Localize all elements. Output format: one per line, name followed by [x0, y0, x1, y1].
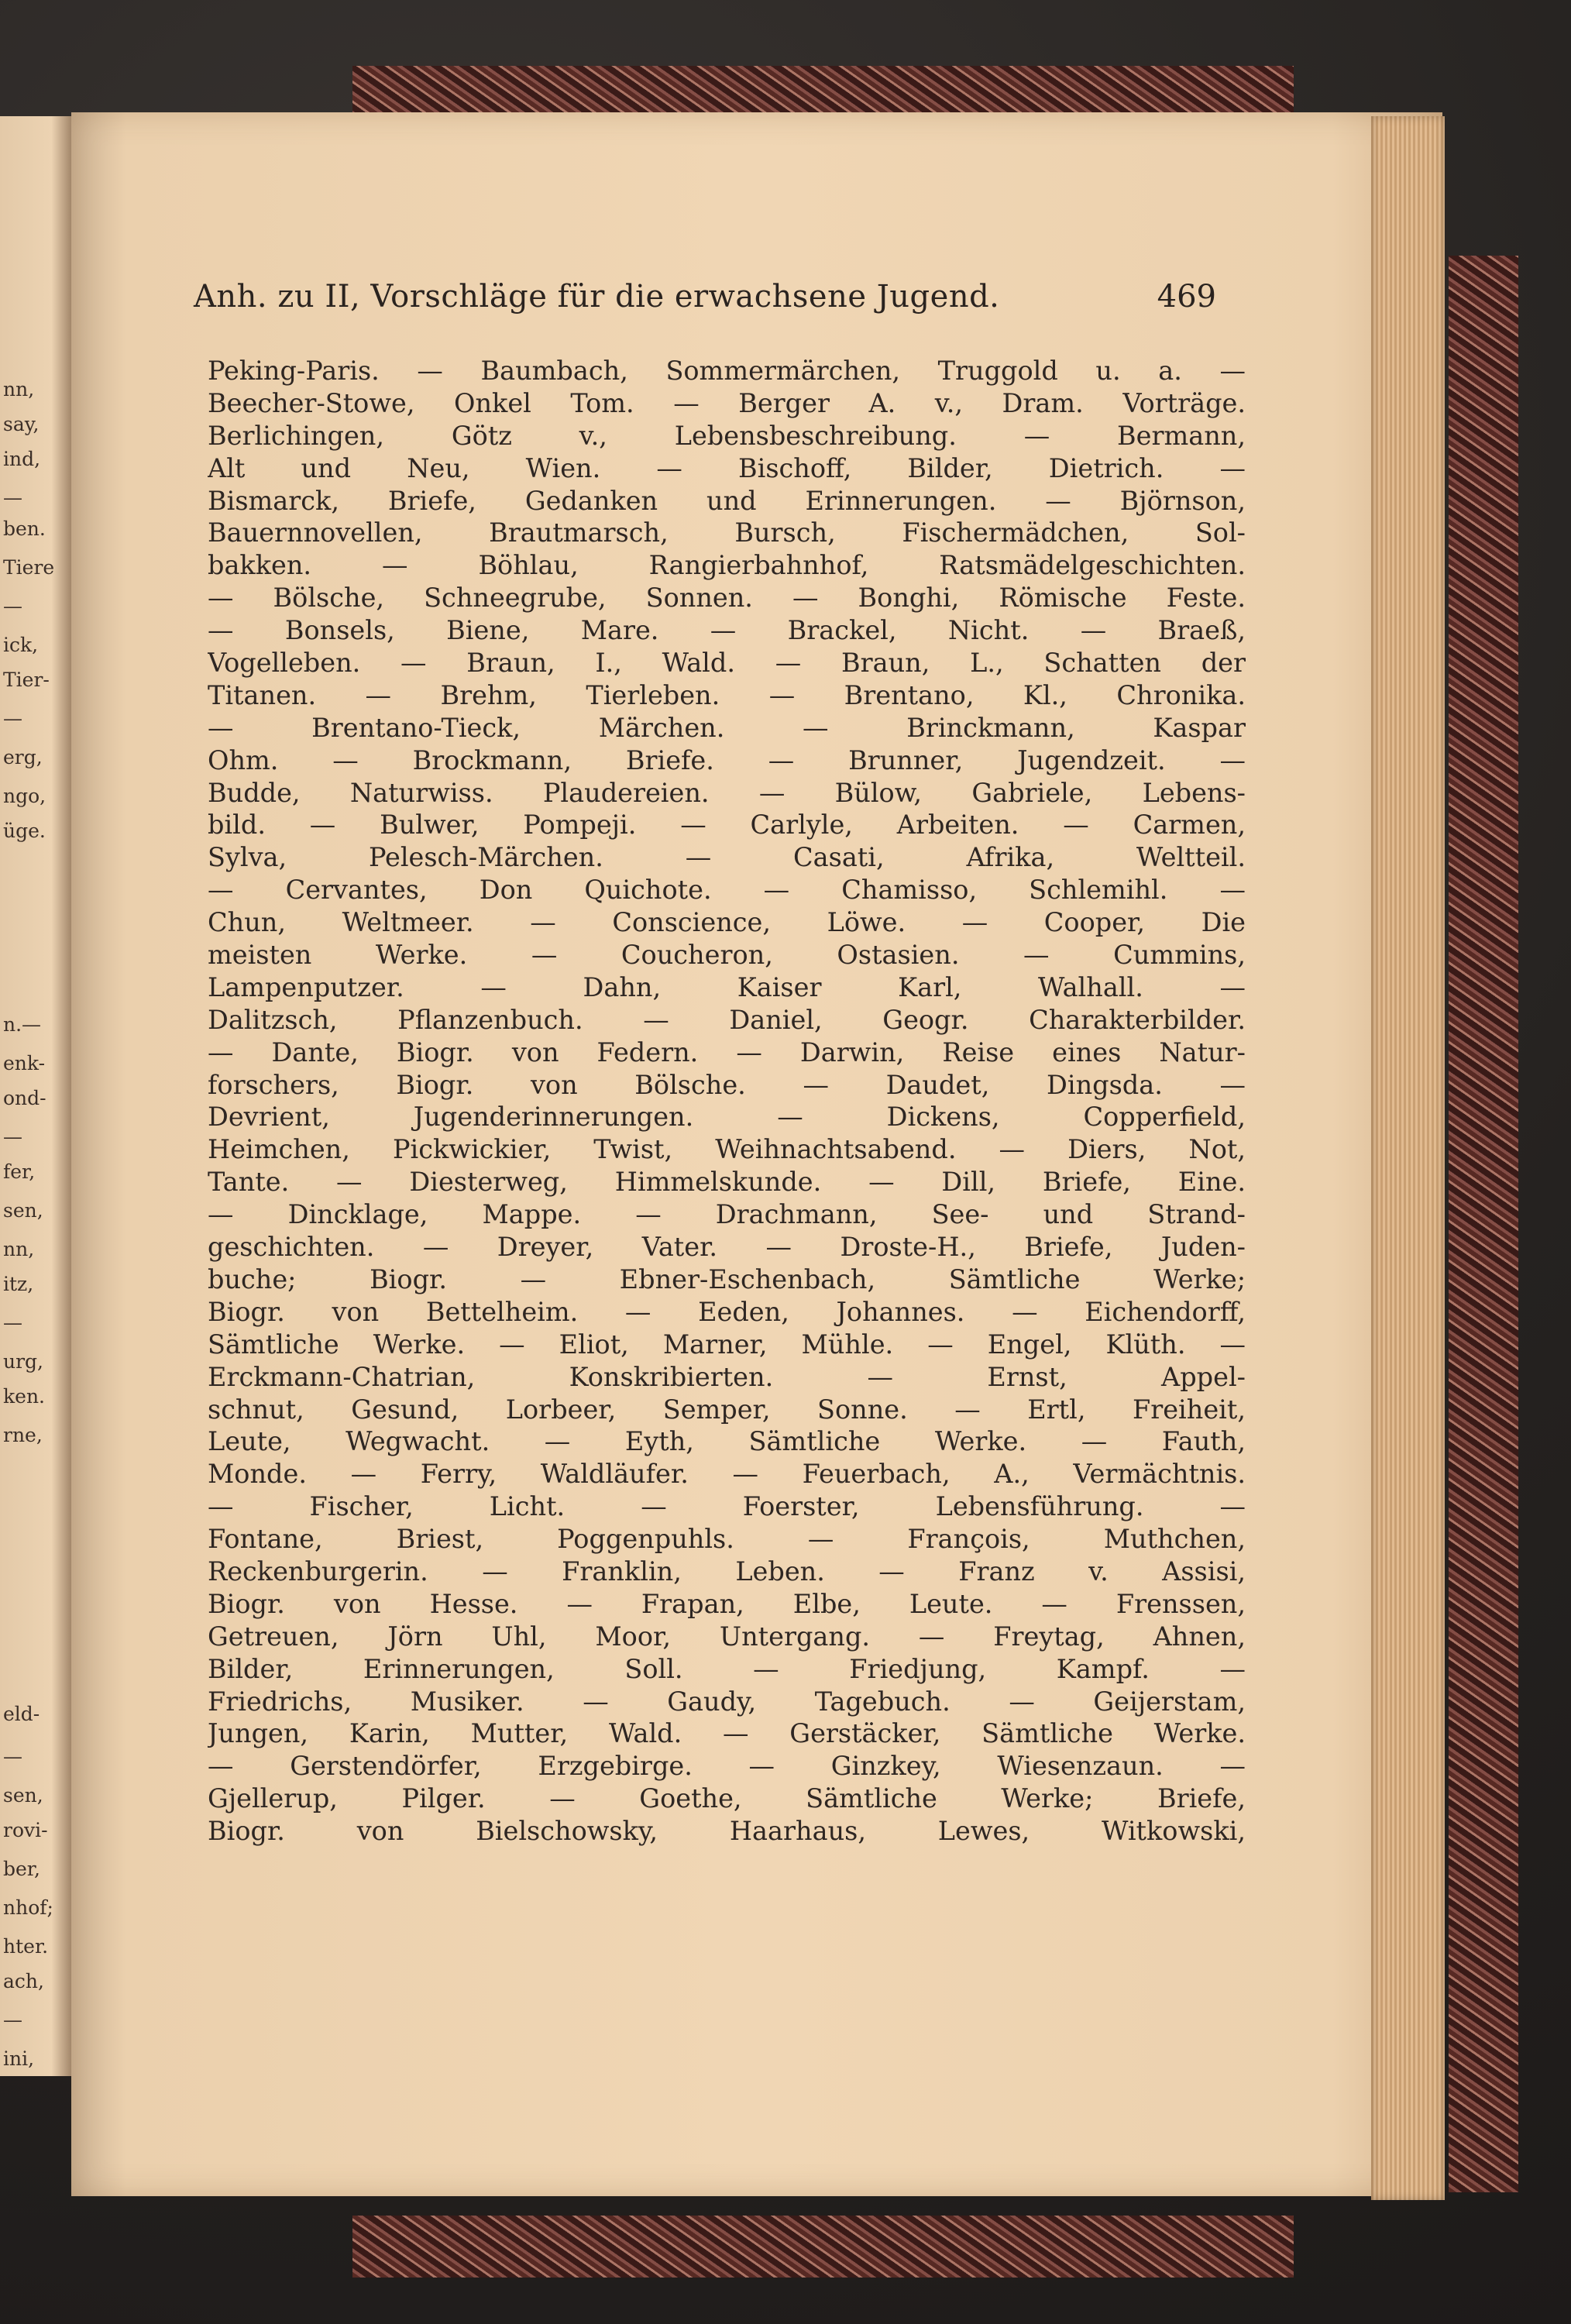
text-line: Erckmann-Chatrian, Konskribierten. — Ernst, Appel- — [208, 1361, 1246, 1392]
text-line: Sylva, Pelesch-Märchen. — Casati, Afrika, Weltteil. — [208, 842, 1246, 873]
previous-page-fragment: — — [3, 707, 22, 730]
previous-page-fragment: ach, — [3, 1970, 44, 1992]
text-line: buche; Biogr. — Ebner-Eschenbach, Sämtliche Werke; — [208, 1263, 1246, 1294]
header-title: Anh. zu II, Vorschläge für die erwachsene Jugend. — [194, 279, 1000, 315]
text-line: bakken. — Böhlau, Rangierbahnhof, Ratsmädelgeschichten. — [208, 550, 1246, 581]
text-line: Biogr. von Hesse. — Frapan, Elbe, Leute. — Frenssen, — [208, 1588, 1246, 1619]
text-line: Getreuen, Jörn Uhl, Moor, Untergang. — Freytag, Ahnen, — [208, 1621, 1246, 1652]
text-line: bild. — Bulwer, Pompeji. — Carlyle, Arbeiten. — Carmen, — [208, 810, 1246, 841]
previous-page-fragment: ini, — [3, 2047, 35, 2070]
previous-page-fragment: — — [3, 1126, 22, 1148]
text-line: — Bölsche, Schneegrube, Sonnen. — Bonghi, Römische Feste. — [208, 583, 1246, 614]
text-line: forschers, Biogr. von Bölsche. — Daudet, Dingsda. — — [208, 1069, 1246, 1100]
text-line: Budde, Naturwiss. Plaudereien. — Bülow, Gabriele, Lebens- — [208, 777, 1246, 808]
previous-page-fragment: sen, — [3, 1784, 43, 1807]
text-line: Ohm. — Brockmann, Briefe. — Brunner, Jugendzeit. — — [208, 744, 1246, 775]
previous-page-fragment: erg, — [3, 746, 43, 768]
running-header — [194, 279, 1216, 325]
text-line: Reckenburgerin. — Franklin, Leben. — Franz v. Assisi, — [208, 1556, 1246, 1587]
text-line: geschichten. — Dreyer, Vater. — Droste-H., Briefe, Juden- — [208, 1232, 1246, 1263]
previous-page-fragment: ick, — [3, 634, 39, 656]
previous-page-fragment: ben. — [3, 517, 46, 540]
text-line: Lampenputzer. — Dahn, Kaiser Karl, Walhall. — — [208, 971, 1246, 1002]
text-line: Devrient, Jugenderinnerungen. — Dickens, Copperfield, — [208, 1102, 1246, 1133]
previous-page-fragment: ber, — [3, 1858, 40, 1880]
previous-page-fragment: enk- — [3, 1052, 46, 1074]
text-line: Gjellerup, Pilger. — Goethe, Sämtliche Werke; Briefe, — [208, 1783, 1246, 1814]
previous-page-fragment: eld- — [3, 1703, 40, 1725]
previous-page-fragment: ngo, — [3, 785, 46, 807]
previous-page-fragment: nhof; — [3, 1896, 53, 1919]
text-line: — Gerstendörfer, Erzgebirge. — Ginzkey, Wiesenzaun. — — [208, 1751, 1246, 1782]
text-line: — Dincklage, Mappe. — Drachmann, See- und Strand- — [208, 1199, 1246, 1230]
previous-page-fragment: itz, — [3, 1273, 34, 1295]
previous-page-fragment: ind, — [3, 448, 41, 470]
previous-page-fragment: — — [3, 595, 22, 617]
previous-page-fragment: — — [3, 1312, 22, 1334]
previous-page-fragment: — — [3, 486, 22, 509]
previous-page-fragment: say, — [3, 413, 40, 435]
text-line: Bauernnovellen, Brautmarsch, Bursch, Fischermädchen, Sol- — [208, 517, 1246, 548]
text-line: Fontane, Briest, Poggenpuhls. — François, Muthchen, — [208, 1524, 1246, 1555]
text-line: — Bonsels, Biene, Mare. — Brackel, Nicht. — Braeß, — [208, 615, 1246, 646]
previous-page-fragment: — — [3, 2009, 22, 2031]
previous-page-fragment: hter. — [3, 1935, 49, 1958]
text-line: Beecher-Stowe, Onkel Tom. — Berger A. v., Dram. Vorträge. — [208, 387, 1246, 418]
page-number: 469 — [1157, 279, 1216, 315]
text-line: Alt und Neu, Wien. — Bischoff, Bilder, Dietrich. — — [208, 452, 1246, 483]
previous-page-fragment: nn, — [3, 1238, 35, 1260]
previous-page-fragment: ken. — [3, 1385, 45, 1408]
text-line: Monde. — Ferry, Waldläufer. — Feuerbach, A., Vermächtnis. — [208, 1459, 1246, 1490]
text-line: Tante. — Diesterweg, Himmelskunde. — Dill, Briefe, Eine. — [208, 1167, 1246, 1198]
previous-page-fragment: — — [3, 1745, 22, 1768]
text-line: meisten Werke. — Coucheron, Ostasien. — Cummins, — [208, 940, 1246, 971]
text-line: Biogr. von Bielschowsky, Haarhaus, Lewes, Witkowski, — [208, 1816, 1246, 1847]
previous-page-fragment: fer, — [3, 1160, 36, 1183]
text-line: Heimchen, Pickwickier, Twist, Weihnachtsabend. — Diers, Not, — [208, 1134, 1246, 1165]
body-text — [208, 355, 1246, 1848]
previous-page-fragment: urg, — [3, 1350, 44, 1373]
text-line: Chun, Weltmeer. — Conscience, Löwe. — Cooper, Die — [208, 907, 1246, 938]
text-line: — Cervantes, Don Quichote. — Chamisso, Schlemihl. — — [208, 875, 1246, 906]
text-line: schnut, Gesund, Lorbeer, Semper, Sonne. — Ertl, Freiheit, — [208, 1394, 1246, 1425]
previous-page-fragment: sen, — [3, 1199, 43, 1222]
previous-page-fragment: rne, — [3, 1424, 43, 1446]
text-line: Vogelleben. — Braun, I., Wald. — Braun, L., Schatten der — [208, 648, 1246, 679]
text-line: Sämtliche Werke. — Eliot, Marner, Mühle. — Engel, Klüth. — — [208, 1329, 1246, 1360]
text-line: — Dante, Biogr. von Federn. — Darwin, Reise eines Natur- — [208, 1037, 1246, 1067]
text-line: Leute, Wegwacht. — Eyth, Sämtliche Werke. — Fauth, — [208, 1426, 1246, 1457]
text-line: Friedrichs, Musiker. — Gaudy, Tagebuch. — Geijerstam, — [208, 1686, 1246, 1717]
text-line: Peking-Paris. — Baumbach, Sommermärchen, Truggold u. a. — — [208, 356, 1246, 386]
marbled-edge-right — [1449, 256, 1518, 2192]
previous-page-fragment: rovi- — [3, 1819, 48, 1841]
previous-page-fragment: nn, — [3, 378, 35, 401]
text-line: Biogr. von Bettelheim. — Eeden, Johannes. — Eichendorff, — [208, 1296, 1246, 1327]
marbled-edge-bottom — [352, 2216, 1294, 2278]
previous-page-fragment: üge. — [3, 820, 46, 842]
text-line: Jungen, Karin, Mutter, Wald. — Gerstäcker, Sämtliche Werke. — [208, 1718, 1246, 1749]
previous-page-sliver — [0, 116, 74, 2076]
previous-page-fragment: Tiere — [3, 556, 55, 579]
text-line: Dalitzsch, Pflanzenbuch. — Daniel, Geogr. Charakterbilder. — [208, 1004, 1246, 1035]
text-line: Titanen. — Brehm, Tierleben. — Brentano, Kl., Chronika. — [208, 679, 1246, 710]
text-line: Bismarck, Briefe, Gedanken und Erinnerungen. — Björnson, — [208, 485, 1246, 516]
text-line: Bilder, Erinnerungen, Soll. — Friedjung, Kampf. — — [208, 1653, 1246, 1684]
text-line: — Brentano-Tieck, Märchen. — Brinckmann, Kaspar — [208, 712, 1246, 743]
previous-page-fragment: ond- — [3, 1087, 46, 1109]
text-line: — Fischer, Licht. — Foerster, Lebensführung. — — [208, 1491, 1246, 1522]
page-edge — [1371, 116, 1445, 2200]
previous-page-fragment: n.— — [3, 1013, 42, 1036]
previous-page-fragment: Tier- — [3, 669, 50, 691]
text-line: Berlichingen, Götz v., Lebensbeschreibung. — Bermann, — [208, 420, 1246, 451]
